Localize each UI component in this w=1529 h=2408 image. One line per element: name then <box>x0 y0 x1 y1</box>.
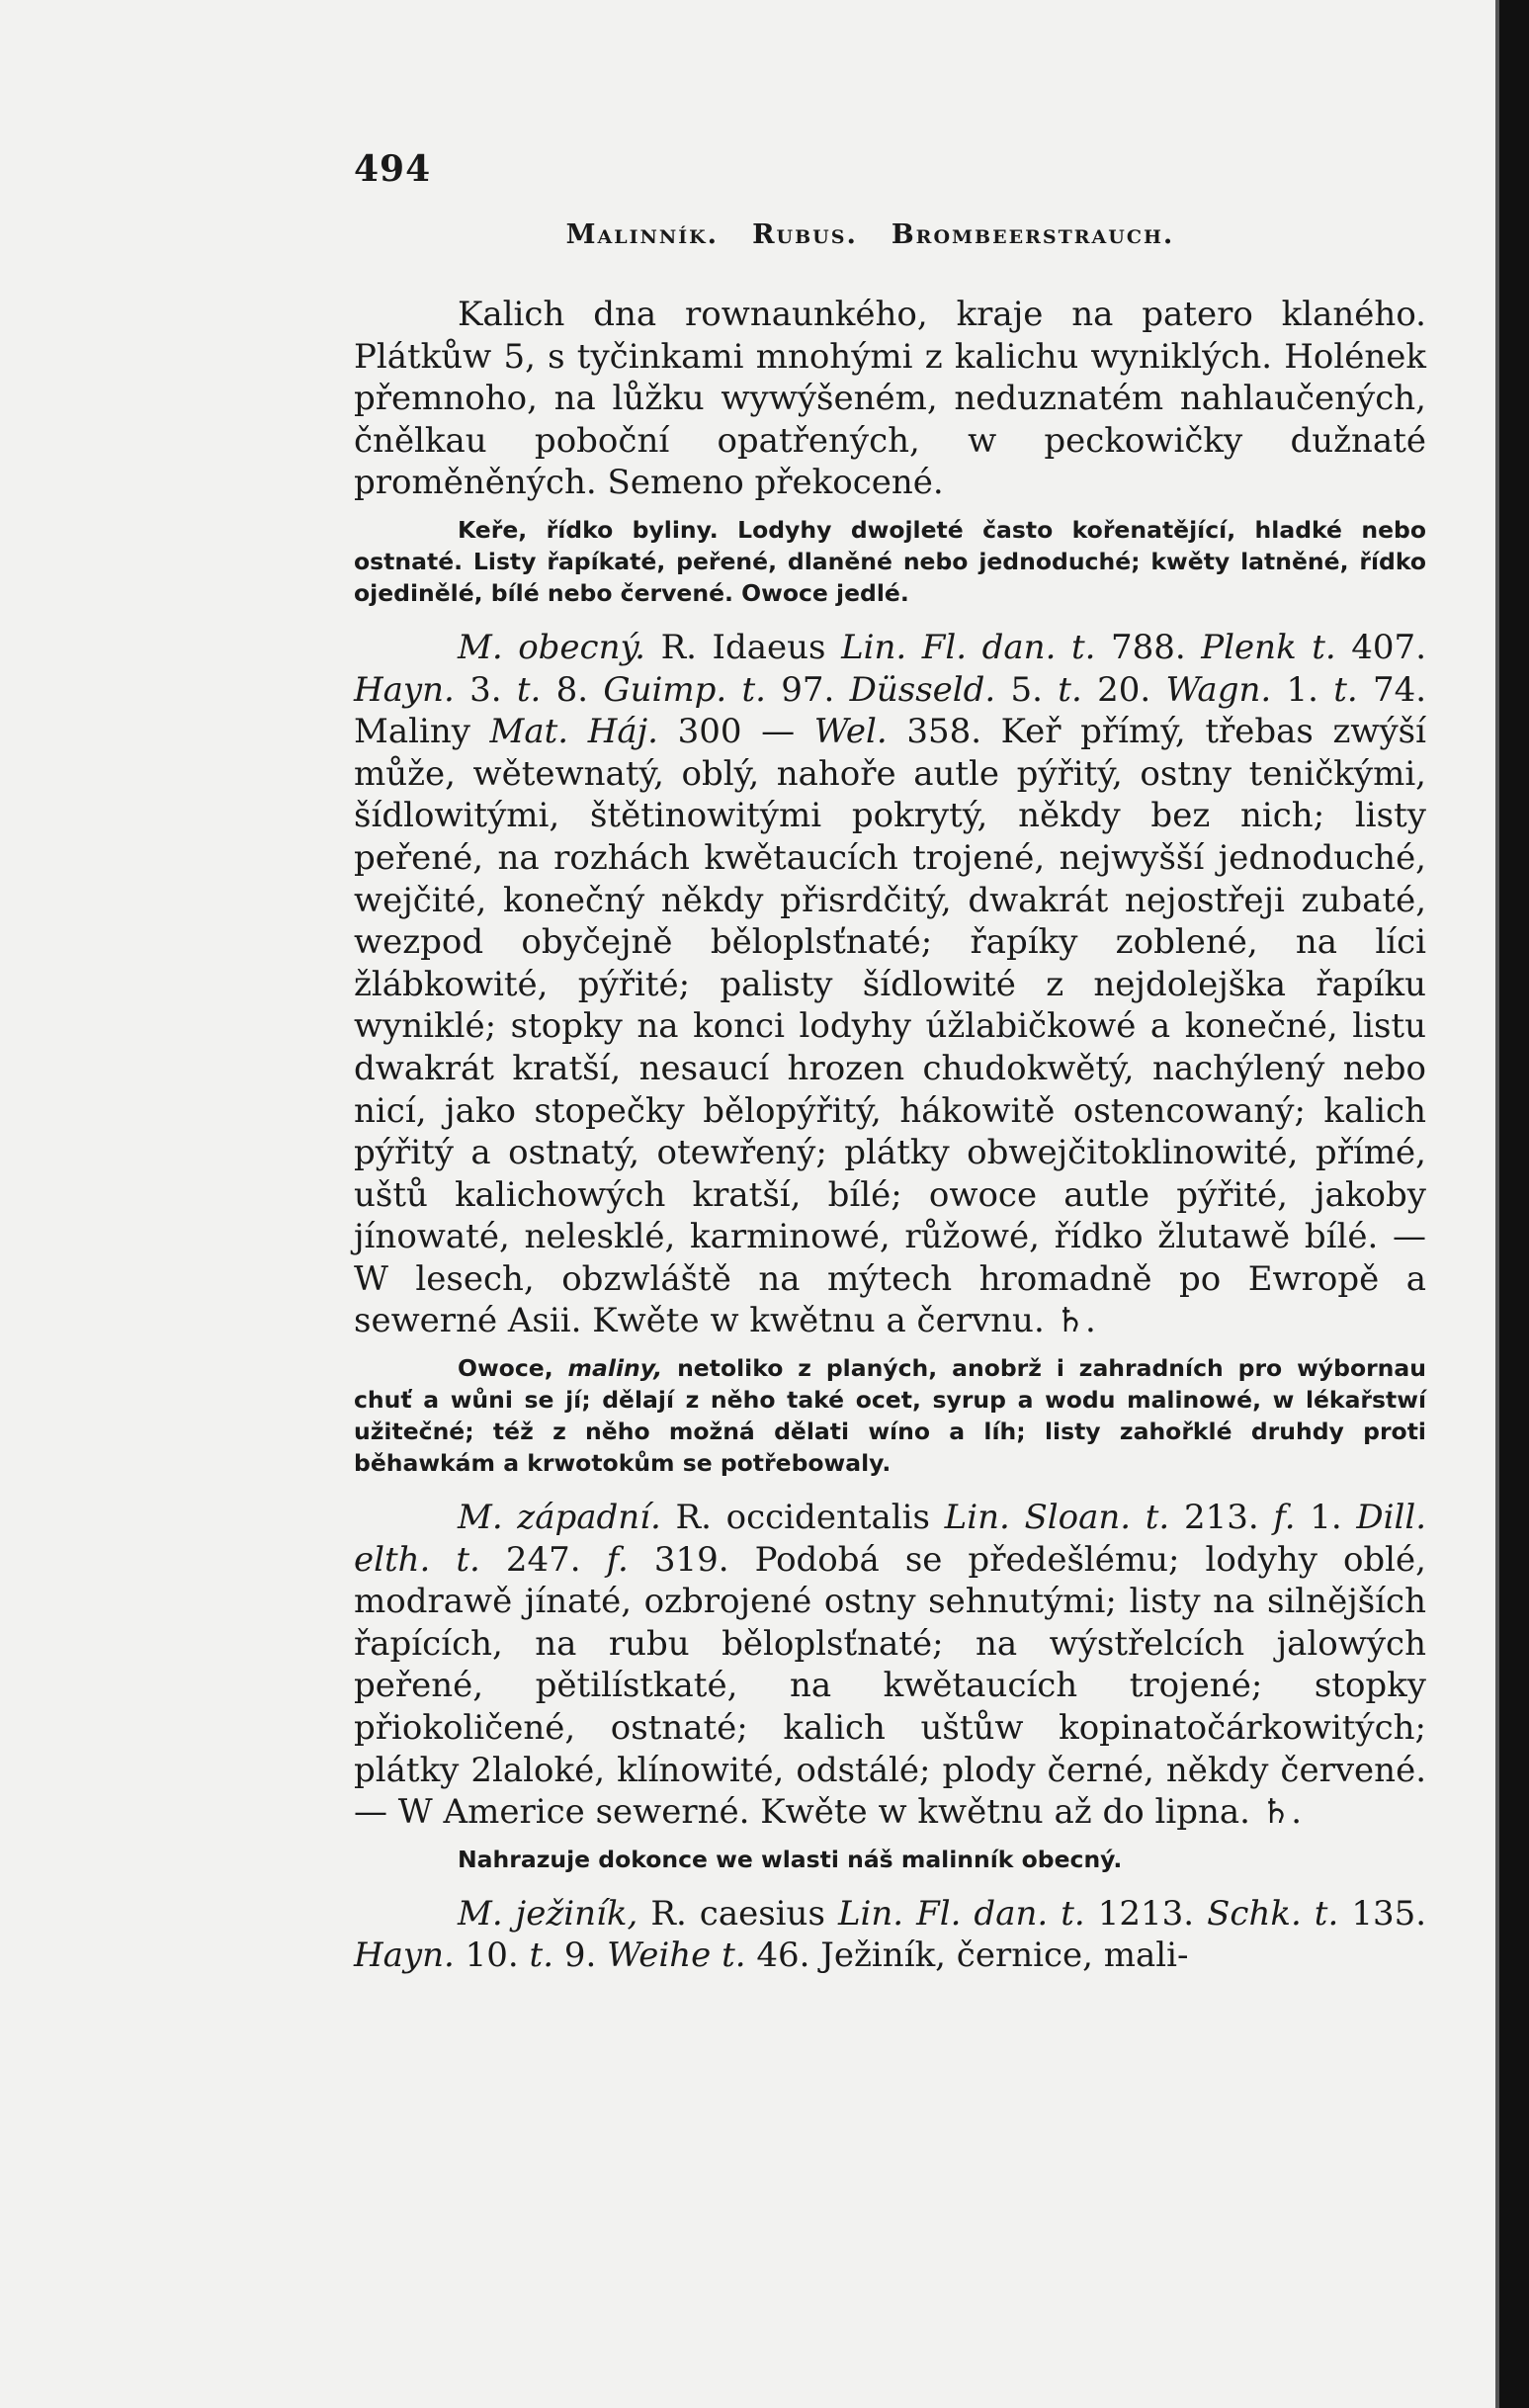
species-description: 358. Keř přímý, třebas zwýší může, wětewnatý, oblý, nahoře autle pýřitý, ostny teničkými, šídlowitými, štětinowitými pokrytý, někdy bez nich; listy peřené, na rozhách kwětaucích trojené, nejwyšší jednoduché, wejčité, konečný někdy přisrdčitý, dwakrát nejostřeji zubaté, wezpod obyčejně běloplsťnaté; řapíky zoblené, na líci žlábkowité, pýřité; palisty šídlowité z nejdolejška řapíku wyniklé; stopky na konci lodyhy úžlabičkowé a konečné, listu dwakrát kratší, nesaucí hrozen chudokwětý, nachýlený nebo nicí, jako stopečky bělopýřitý, hákowitě ostencowaný; kalich pýřitý a ostnatý, otewřený; plátky obwejčitoklinowité, přímé, uštů kalichowých kratší, bílé; owoce autle pýřité, jakoby jínowaté, nelesklé, karminowé, růžowé, řídko žlutawě bílé. — W lesech, obzwláště na mýtech hromadně po Ewropě a sewerné Asii. Kwěte w kwětnu a červnu. ♄. <box>354 712 1426 1341</box>
book-page <box>354 148 1426 1977</box>
page-number: 494 <box>354 148 432 190</box>
running-head-czech: Malinník. <box>565 219 720 250</box>
species-note-idaeus: Owoce, maliny, netoliko z planých, anobrž i zahradních pro wýbornau chuť a wůni se jí; dělají z něho také ocet, syrup a wodu malinowé, w lékařstwí užitečné; též z něho možná dělati wíno a líh; listy zahořklé druhdy proti běhawkám a krwotokům se potřebowaly. <box>354 1354 1427 1478</box>
species-entry-caesius: M. ježiník, R. caesius Lin. Fl. dan. t. 1213. Schk. t. 135. Hayn. 10. t. 9. Weihe t. 46. Ježiník, černice, mali- <box>354 1893 1427 1976</box>
running-head-german: Brombeerstrauch. <box>891 219 1175 250</box>
species-entry-occidentalis: M. západní. R. occidentalis Lin. Sloan. t. 213. f. 1. Dill. elth. t. 247. f. 319. Podobá se předešlému; lodyhy oblé, modrawě jínaté, ozbrojené ostny sehnutými; listy na silnějších řapících, na rubu běloplsťnaté; na wýstřelcích jalowých peřené, pětilístkaté, na kwětaucích trojené; stopky přiokoličené, ostnaté; kalich uštůw kopinatočárkowitých; plátky 2laloké, klínowité, odstálé; plody černé, někdy červené. — W Americe sewerné. Kwěte w kwětnu až do lipna. ♄. <box>354 1498 1427 1833</box>
species-description: 319. Podobá se předešlému; lodyhy oblé, modrawě jínaté, ozbrojené ostny sehnutými; listy na silnějších řapících, na rubu běloplsťnaté; na wýstřelcích jalowých peřené, pětilístkaté, na kwětaucích trojené; stopky přiokoličené, ostnaté; kalich uštůw kopinatočárkowitých; plátky 2laloké, klínowité, odstálé; plody černé, někdy červené. — W Americe sewerné. Kwěte w kwětnu až do lipna. ♄. <box>354 1539 1426 1833</box>
species-czech-name: M. západní. <box>458 1498 661 1538</box>
species-czech-name: M. obecný. <box>458 627 645 667</box>
scan-border <box>1499 0 1529 2408</box>
species-note-occidentalis: Nahrazuje dokonce we wlasti náš malinník obecný. <box>458 1845 1123 1873</box>
species-entry-idaeus: M. obecný. R. Idaeus Lin. Fl. dan. t. 788. Plenk t. 407. Hayn. 3. t. 8. Guimp. t. 97. Düsseld. 5. t. 20. Wagn. 1. t. 74. Maliny Mat. Háj. 300 — Wel. 358. Keř přímý, třebas zwýší může, wětewnatý, oblý, nahoře autle pýřitý, ostny teničkými, šídlowitými, štětinowitými pokrytý, někdy bez nich; listy peřené, na rozhách kwětaucích trojené, nejwyšší jednoduché, wejčité, konečný někdy přisrdčitý, dwakrát nejostřeji zubaté, wezpod obyčejně běloplsťnaté; řapíky zoblené, na líci žlábkowité, pýřité; palisty šídlowité z nejdolejška řapíku wyniklé; stopky na konci lodyhy úžlabičkowé a konečné, listu dwakrát kratší, nesaucí hrozen chudokwětý, nachýlený nebo nicí, jako stopečky bělopýřitý, hákowitě ostencowaný; kalich pýřitý a ostnatý, otewřený; plátky obwejčitoklinowité, přímé, uštů kalichowých kratší, bílé; owoce autle pýřité, jakoby jínowaté, nelesklé, karminowé, růžowé, řídko žlutawě bílé. — W lesech, obzwláště na mýtech hromadně po Ewropě a sewerné Asii. Kwěte w kwětnu a červnu. ♄. <box>354 627 1427 1341</box>
genus-notes: Keře, řídko byliny. Lodyhy dwojleté často kořenatějící, hladké nebo ostnaté. Listy řapíkaté, peřené, dlaněné nebo jednoduché; kwěty latněné, řídko ojedinělé, bílé nebo červené. Owoce jedlé. <box>354 515 1426 607</box>
running-head-latin: Rubus. <box>752 219 858 250</box>
species-czech-name: M. ježiník, <box>458 1893 638 1934</box>
genus-description: Kalich dna rownaunkého, kraje na patero klaného. Plátkůw 5, s tyčinkami mnohými z kalichu wyniklých. Holének přemnoho, na lůžku wywýšeném, neduznatém nahlaučených, čnělkau poboční opatřených, w peckowičky dužnaté proměněných. Semeno překocené. <box>354 295 1426 503</box>
running-head <box>354 219 1426 250</box>
